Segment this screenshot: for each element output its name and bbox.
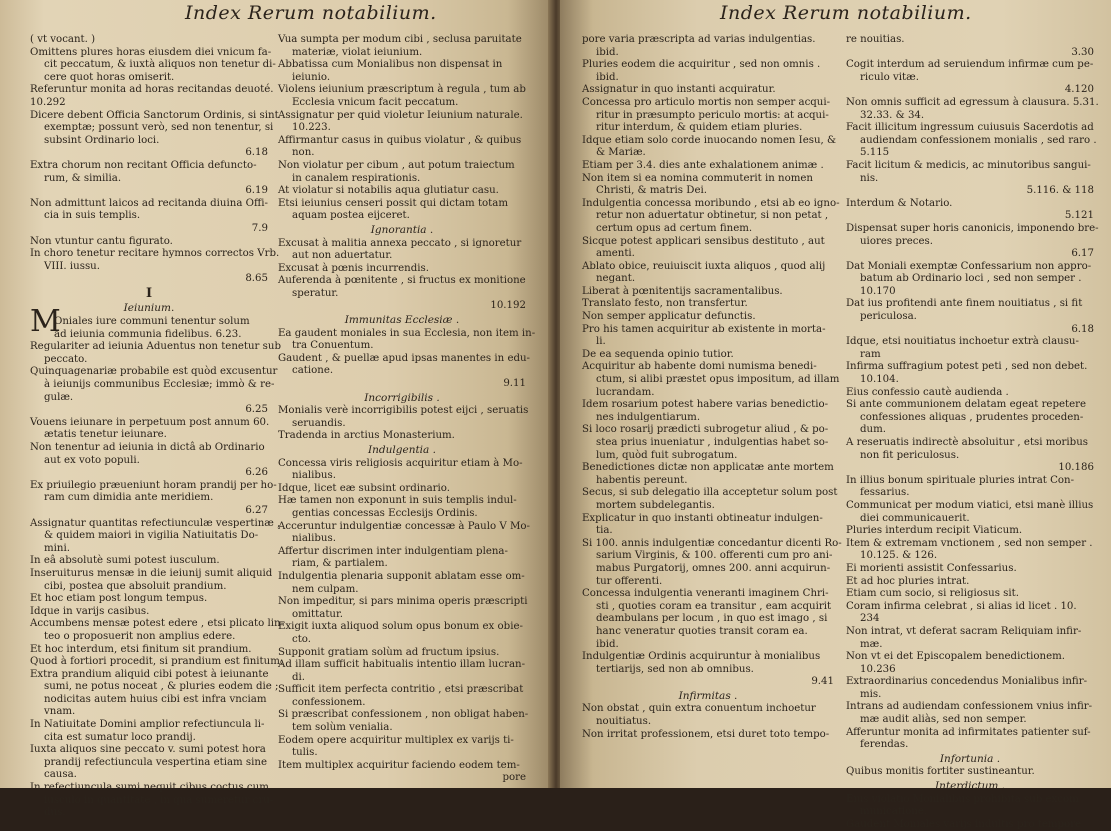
index-entry-line: exemptæ; possunt verò, sed non tenentur, si	[44, 122, 274, 134]
index-entry-line: Non obstat , quin extra conuentum inchoetur	[582, 703, 816, 715]
index-entry-line: Translato festo, non transfertur.	[582, 298, 748, 310]
index-entry-line: lum, quòd fuit subrogatum.	[596, 449, 738, 461]
index-entry-line: Supponit gratiam solùm ad fructum ipsius.	[278, 646, 500, 658]
index-entry-line: Non tenentur ad ieiunia in dictâ ab Ordinario	[30, 442, 265, 453]
index-page-reference: 5.116. & 118	[1026, 185, 1094, 197]
index-entry-line: 5.115	[860, 147, 890, 159]
index-entry-line: nodicitas autem huius cibi est infra vnciam	[44, 693, 267, 705]
index-entry-line: dum.	[860, 424, 886, 436]
left-running-head: Index Rerum notabilium.	[185, 2, 437, 24]
index-entry-line: Dicere debent Officia Sanctorum Ordinis, si sint	[30, 109, 279, 121]
index-entry-line: audiendam confessionem monialis , sed raro .	[860, 134, 1097, 146]
index-entry-line: ritur in præsumpto periculo mortis: at acqui-	[596, 109, 829, 121]
index-entry-line: catione.	[292, 365, 334, 377]
index-entry-line: speratur.	[292, 287, 339, 299]
index-entry-line: Concessa indulgentia veneranti imaginem Chri-	[582, 588, 829, 600]
index-page-reference: 4.120	[1064, 84, 1094, 96]
index-entry-line: In choro tenetur recitare hymnos correctos Vrb.	[30, 248, 280, 260]
index-entry-line: Tradenda in arctius Monasterium.	[278, 430, 455, 442]
index-entry-line: re nouitias.	[846, 34, 905, 45]
index-page-reference: 7.9	[251, 222, 268, 234]
index-entry-line: In refectiuncula sumi nequit cibus coctus cum	[30, 782, 269, 794]
index-entry-line: ram	[860, 348, 881, 360]
index-entry-line: cita est sumatur loco prandij.	[44, 731, 196, 743]
index-page-reference: 6.25	[245, 404, 268, 416]
index-entry-line: retur non aduertatur obtinetur, si non petat ,	[596, 210, 829, 222]
index-entry-line: iusculo in quantitate , in qua sumeretur cru-	[44, 794, 274, 806]
index-entry-line: Liberat à pœnitentijs sacramentalibus.	[582, 285, 783, 297]
index-letter-heading: I	[145, 285, 153, 301]
index-entry-line: Quibus monitis fortiter sustineantur.	[846, 766, 1035, 778]
index-entry-line: subsint Ordinario loci.	[44, 134, 160, 146]
index-entry-line: Ex priuilegio præueniunt horam prandij per ho-	[30, 479, 277, 491]
index-entry-line: ibid.	[596, 46, 619, 58]
index-page-reference: 10.186	[1058, 462, 1094, 474]
index-entry-line: Item multiplex acquiritur faciendo eodem tem-	[278, 759, 520, 771]
index-entry-line: li.	[596, 336, 606, 348]
index-entry-line: ibid.	[596, 71, 619, 83]
index-entry-line: De ea sequenda opinio tutior.	[582, 348, 734, 360]
index-entry-line: ritur interdum, & quidem etiam pluries.	[596, 122, 803, 134]
index-entry-line: Dat ius profitendi ante finem nouitiatus , si fit	[846, 298, 1083, 310]
index-page-reference: 6.18	[245, 147, 268, 159]
index-entry-line: Extraordinarius concedendus Monialibus infir-	[846, 676, 1088, 688]
index-entry-line: 10.104.	[860, 374, 899, 386]
index-entry-line: Assignatur in quo instanti acquiratur.	[582, 84, 776, 96]
index-entry-line: In Natiuitate Domini amplior refectiuncula li-	[30, 719, 265, 731]
index-entry-line: Auferenda à pœnitente , si fructus ex monitione	[278, 275, 526, 287]
index-entry-line: Ablato obice, reuiuiscit iuxta aliquos , quod alij	[582, 260, 826, 272]
index-entry-line: nis.	[860, 172, 879, 184]
index-entry-line: Item & extremam vnctionem , sed non semper .	[846, 537, 1093, 549]
index-entry-line: Dispensat super horis canonicis, imponendo bre-	[846, 222, 1099, 234]
index-entry-line: mæ audit aliàs, sed non semper.	[860, 714, 1027, 726]
index-entry-line: Non intrat, vt deferat sacram Reliquiam infir-	[846, 625, 1082, 637]
index-entry-line: ram cum dimidia ante meridiem.	[44, 492, 214, 504]
index-entry-line: Non vtuntur cantu figurato.	[30, 235, 173, 247]
index-section-heading: Incorrigibilis .	[364, 391, 440, 404]
index-entry-line: Facit illicitum ingressum cuiusuis Sacerdotis ad	[846, 122, 1094, 134]
index-entry-line: cto.	[292, 633, 311, 645]
index-section-heading: Infortunia .	[939, 752, 1001, 765]
index-entry-line: 32.33. & 34.	[860, 109, 925, 121]
index-page-reference: 6.27	[245, 504, 268, 516]
index-entry-line: ( vt vocant. )	[30, 34, 96, 45]
index-entry-line: Et hoc etiam post longum tempus.	[30, 593, 208, 605]
index-entry-line: gentias concessas Ecclesijs Ordinis.	[292, 507, 478, 519]
index-entry-line: Non admittunt laicos ad recitanda diuina Offi-	[30, 197, 268, 209]
index-page-reference: 6.17	[1071, 248, 1094, 260]
index-entry-line: Acceruntur indulgentiæ concessæ à Paulo V Mo-	[278, 520, 530, 532]
index-entry-line: Cogit interdum ad seruiendum infirmæ cum pe-	[846, 59, 1094, 71]
index-entry-line: omittatur.	[292, 608, 343, 620]
index-entry-line: Si loco rosarij prædicti subrogetur aliud , & po-	[582, 424, 829, 436]
index-entry-line: Eodem opere acquiritur multiplex ex varijs ti-	[278, 734, 514, 746]
left-column-a	[30, 34, 285, 820]
index-entry-line: municatione.	[860, 806, 928, 818]
index-entry-line: Si præscribat confessionem , non obligat haben-	[278, 709, 529, 721]
index-entry-line: Ei morienti assistit Confessarius.	[846, 562, 1017, 574]
index-entry-line: Gaudent Moniales varijs indultis pro tempore	[846, 818, 1082, 830]
index-entry-line: fessarius.	[860, 487, 910, 499]
index-entry-line: Idque, etsi nouitiatus inchoetur extrà clausu-	[846, 336, 1079, 348]
index-entry-line: pore varia præscripta ad varias indulgentias.	[582, 34, 816, 45]
index-entry-line: Ad illam sufficit habitualis intentio illam lucran-	[278, 659, 526, 671]
index-entry-line: Non item si ea nomina commuterit in nomen	[582, 172, 813, 184]
index-entry-line: nes indulgentiarum.	[596, 411, 701, 423]
index-entry-line: habentis pereunt.	[596, 474, 688, 486]
index-entry-line: Sicque potest applicari sensibus destituto , aut	[582, 235, 825, 247]
index-entry-line: Regulariter ad ieiunia Aduentus non tenetur sub	[30, 341, 281, 353]
index-entry-line: seruandis.	[292, 417, 346, 429]
index-entry-line: mæ.	[860, 638, 883, 650]
index-entry-line: Indulgentiæ Ordinis acquiruntur à monialibus	[582, 651, 821, 663]
index-entry-line: Affirmantur casus in quibus violatur , & quibus	[278, 134, 522, 146]
index-entry-line: Intrans ad audiendam confessionem vnius infir-	[846, 701, 1093, 713]
index-entry-line: In eâ absolutè sumi potest iusculum.	[30, 555, 220, 567]
index-section-heading: Ieiunium.	[123, 302, 175, 315]
index-entry-line: nouitiatus.	[596, 716, 652, 728]
index-entry-line: & Mariæ.	[596, 147, 646, 159]
index-entry-line: Iuxta aliquos sine peccato v. sumi potest hora	[30, 744, 266, 756]
index-entry-line: dus.	[44, 807, 66, 819]
index-entry-line: 10.170	[860, 285, 896, 297]
index-entry-line: cibi, postea que absoluit prandium.	[44, 580, 227, 592]
index-entry-line: Concessa viris religiosis acquiritur etiam à Mo-	[278, 457, 523, 469]
index-entry-line: Acquiritur ab habente domi numisma benedi-	[582, 361, 817, 373]
index-entry-line: Christi, & matris Dei.	[596, 185, 707, 197]
index-entry-line: peccato.	[44, 353, 88, 365]
index-page-reference: 3.30	[1071, 46, 1094, 58]
index-entry-line: 10.125. & 126.	[860, 550, 938, 562]
index-entry-line: Non impeditur, si pars minima operis præscripti	[278, 596, 528, 608]
right-page	[560, 0, 1111, 830]
index-entry-line: deambulans per locum , in quo est imago , si	[596, 613, 828, 625]
index-entry-line: Eius violatio Monialibus prohibita sub excom	[846, 793, 1079, 805]
index-entry-line: Etsi ieiunius censeri possit qui dictam totam	[278, 197, 509, 209]
index-entry-line: tem solùm venialia.	[292, 722, 393, 734]
index-entry-line: vnam.	[44, 706, 76, 718]
index-entry-line: diei communicauerit.	[860, 512, 970, 524]
index-page-reference: 6.18	[1071, 323, 1094, 335]
index-page-reference: 8.65	[245, 273, 268, 285]
index-entry-line: sumi, ne potus noceat , & pluries eodem die ;	[44, 681, 279, 693]
index-entry-line: teo o proposuerit non amplius edere.	[44, 630, 236, 642]
index-entry-line: Secus, si sub delegatio illa acceptetur solum post	[582, 487, 838, 499]
index-entry-line: tia.	[596, 525, 613, 537]
index-entry-line: negant.	[596, 273, 636, 285]
index-entry-line: Referuntur monita ad horas recitandas deuoté.	[30, 84, 274, 96]
index-entry-line: 10.223.	[292, 122, 331, 134]
index-entry-line: aquam postea eijceret.	[292, 210, 410, 222]
index-entry-line: Etiam cum socio, si religiosus sit.	[846, 588, 1019, 600]
index-entry-line: mabus Purgatorij, omnes 200. anni acquirun-	[596, 562, 831, 574]
index-entry-line: Exigit iuxta aliquod solum opus bonum ex obie-	[278, 621, 523, 633]
left-page	[0, 0, 552, 819]
index-entry-line: tulis.	[292, 747, 318, 759]
index-entry-line: ad ieiunia communia fidelibus. 6.23.	[54, 328, 242, 340]
index-entry-line: Pro his tamen acquiritur ab existente in morta-	[582, 323, 826, 335]
index-page-reference: 6.19	[245, 185, 268, 197]
index-entry-line: Non vt ei det Episcopalem benedictionem.	[846, 651, 1066, 663]
index-entry-line: Coram infirma celebrat , si alias id licet . 10.	[846, 600, 1077, 612]
index-page-reference: 9.41	[811, 676, 834, 688]
index-entry-line: Eius confessio cautè audienda .	[846, 386, 1009, 398]
index-entry-line: cia in suis templis.	[44, 210, 141, 222]
index-entry-line: Affertur discrimen inter indulgentiam plena-	[278, 545, 508, 557]
index-entry-line: VIII. iussu.	[44, 260, 100, 272]
index-page-reference: 5.121	[1064, 210, 1094, 222]
index-entry-line: Vouens ieiunare in perpetuum post annum 60.	[30, 416, 270, 428]
index-entry-line: non.	[292, 147, 315, 159]
index-entry-line: Et hoc interdum, etsi finitum sit prandium.	[30, 643, 252, 655]
index-entry-line: cere quot horas omiserit.	[44, 71, 175, 83]
index-entry-line: Excusat à pœnis incurrendis.	[278, 262, 429, 274]
index-entry-line: certum opus ad certum finem.	[596, 222, 753, 234]
index-entry-line: nialibus.	[292, 470, 336, 482]
index-entry-line: A reseruatis indirectè absoluitur , etsi moribus	[846, 437, 1088, 448]
index-entry-line: Quinquagenariæ probabile est quòd excusentur	[30, 366, 278, 378]
index-entry-line: Vua sumpta per modum cibi , seclusa paruitate	[278, 34, 522, 45]
index-entry-line: 10.292	[30, 96, 66, 108]
index-entry-line: di.	[292, 671, 306, 683]
index-entry-line: prandij refectiuncula vespertina etiam sine	[44, 756, 268, 768]
index-entry-line: gulæ.	[44, 391, 74, 403]
index-entry-line: à ieiunijs communibus Ecclesiæ; immò & re-	[44, 379, 275, 391]
index-entry-line: amenti.	[596, 248, 635, 260]
index-entry-line: mis.	[860, 688, 882, 700]
index-entry-line: ætatis tenetur ieiunare.	[44, 429, 167, 441]
index-entry-line: Gaudent , & puellæ apud ipsas manentes in edu-	[278, 352, 530, 364]
index-entry-line: Facit licitum & medicis, ac minutoribus sangui-	[846, 159, 1091, 171]
index-entry-line: cit peccatum, & iuxtà aliquos non tenetur di-	[44, 59, 276, 71]
index-entry-line: Non semper applicatur defunctis.	[582, 311, 756, 323]
right-running-head: Index Rerum notabilium.	[720, 2, 972, 24]
index-entry-line: aut ex voto populi.	[44, 454, 140, 466]
index-entry-line: batum ab Ordinario loci , sed non semper .	[860, 273, 1082, 285]
index-entry-line: non fit periculosus.	[860, 449, 960, 461]
index-entry-line: ctum, si alibi præstet opus impositum, ad illam	[596, 374, 840, 386]
left-column-b	[278, 34, 536, 785]
index-entry-line: Assignatur per quid violetur Ieiunium naturale.	[278, 109, 523, 121]
index-entry-line: sarium Virginis, & 100. offerenti cum pro ani-	[596, 550, 833, 562]
index-entry-line: confessionem.	[292, 696, 366, 708]
index-entry-line: ferendas.	[860, 739, 909, 751]
index-entry-line: materiæ, violat ieiunium.	[292, 46, 423, 58]
index-entry-line: Oniales iure communi tenentur solum	[54, 316, 250, 328]
index-entry-line: Dat Moniali exemptæ Confessarium non appro-	[846, 260, 1092, 272]
index-entry-line: Abbatissa cum Monialibus non dispensat in	[278, 59, 503, 71]
index-entry-line: sti , quoties coram ea transitur , eam acquirit	[596, 600, 832, 612]
index-entry-line: Afferuntur monita ad infirmitates patienter suf-	[846, 726, 1091, 738]
index-entry-line: Ea gaudent moniales in sua Ecclesia, non item in-	[278, 327, 536, 339]
index-entry-line: Concessa pro articulo mortis non semper acqui-	[582, 96, 831, 108]
index-page-reference: 10.192	[490, 300, 526, 312]
index-entry-line: stea prius inueniatur , indulgentias habet so-	[596, 437, 829, 448]
index-entry-line: Infirma suffragium potest peti , sed non debet.	[846, 361, 1088, 373]
index-entry-line: hanc veneratur quoties transit coram ea.	[596, 625, 808, 637]
index-entry-line: Quod à fortiori procedit, si prandium est finitum.	[30, 656, 284, 668]
index-entry-line: Et ad hoc pluries intrat.	[846, 575, 970, 587]
index-entry-line: causa.	[44, 769, 77, 781]
index-entry-line: Idem rosarium potest habere varias benedictio-	[582, 399, 829, 411]
index-entry-line: Pluries interdum recipit Viaticum.	[846, 525, 1023, 537]
index-entry-line: Interdum & Notario.	[846, 197, 953, 209]
index-entry-line: Ecclesia vnicum facit peccatum.	[292, 96, 459, 108]
index-entry-line: Accumbens mensæ potest edere , etsi plicato lin-	[30, 618, 285, 630]
index-entry-line: tertiarijs, sed non ab omnibus.	[596, 663, 754, 675]
index-section-heading: Indulgentia .	[368, 444, 436, 456]
index-entry-line: Indulgentia concessa moribundo , etsi ab eo igno-	[582, 197, 840, 209]
index-entry-line: Idque etiam solo corde inuocando nomen Iesu, &	[582, 134, 837, 146]
index-entry-line: Inseruiturus mensæ in die ieiunij sumit aliquid	[30, 567, 273, 579]
index-entry-line: Idque, licet eæ subsint ordinario.	[278, 482, 450, 494]
index-entry-line: ibid.	[596, 638, 619, 650]
index-entry-line: confessiones aliquas , prudentes proceden-	[860, 411, 1084, 423]
index-section-heading: Infirmitas .	[678, 689, 738, 702]
index-entry-line: Non violatur per cibum , aut potum traiectum	[278, 159, 515, 171]
index-entry-line: Si ante communionem delatam egeat repetere	[846, 399, 1087, 411]
index-section-heading: Interdictum .	[935, 780, 1005, 793]
index-entry-line: in canalem respirationis.	[292, 172, 421, 184]
index-entry-line: ieiunio.	[292, 71, 331, 83]
index-entry-line: Extra chorum non recitant Officia defuncto-	[30, 159, 257, 171]
index-entry-line: At violatur si notabilis aqua glutiatur casu.	[278, 185, 499, 197]
index-section-heading: Immunitas Ecclesiæ .	[344, 314, 460, 327]
right-column-a	[582, 34, 842, 741]
index-entry-line: Communicat per modum viatici, etsi manè illius	[846, 499, 1094, 511]
index-entry-line: Si 100. annis indulgentiæ concedantur dicenti Ro-	[582, 537, 842, 549]
index-entry-line: rum, & similia.	[44, 172, 122, 184]
index-entry-line: Benedictiones dictæ non applicatæ ante mortem	[582, 462, 834, 474]
drop-cap-letter: M	[30, 304, 61, 339]
index-entry-line: Sufficit item perfecta contritio , etsi præscribat	[278, 684, 524, 696]
index-entry-line: aut non aduertatur.	[292, 250, 393, 262]
index-entry-line: periculosa.	[860, 311, 917, 323]
index-entry-line: tra Conuentum.	[292, 340, 374, 352]
index-entry-line: uiores preces.	[860, 235, 933, 247]
index-entry-line: riculo vitæ.	[860, 71, 919, 83]
index-entry-line: Non omnis sufficit ad egressum à clausura. 5.31.	[846, 96, 1099, 108]
index-section-heading: Ignorantia .	[370, 223, 434, 236]
index-entry-line: Extra prandium aliquid cibi potest à ieiunante	[30, 668, 269, 680]
index-entry-line: 10.236	[860, 663, 896, 675]
index-entry-line: Assignatur quantitas refectiunculæ vespertinæ ,	[30, 517, 281, 529]
index-page-reference: 6.26	[245, 467, 268, 479]
right-column-b	[846, 34, 1099, 831]
index-entry-line: Hæ tamen non exponunt in suis templis indul-	[278, 495, 517, 507]
index-entry-line: nialibus.	[292, 533, 336, 545]
index-entry-line: tur offerenti.	[596, 575, 663, 587]
index-entry-line: Violens ieiunium præscriptum à regula , tum ab	[278, 84, 526, 96]
index-page-reference: 9.11	[503, 378, 526, 390]
index-entry-line: nem culpam.	[292, 583, 359, 595]
index-entry-line: Explicatur in quo instanti obtineatur indulgen-	[582, 512, 823, 524]
index-entry-line: Idque in varijs casibus.	[30, 605, 150, 617]
index-entry-line: riam, & partialem.	[292, 558, 388, 570]
index-entry-line: Excusat à malitia annexa peccato , si ignoretur	[278, 237, 522, 249]
index-entry-line: Indulgentia plenaria supponit ablatam esse om-	[278, 570, 525, 582]
index-entry-line: mini.	[44, 542, 70, 554]
index-entry-line: Monialis verè incorrigibilis potest eijci , seruatis	[278, 405, 529, 417]
index-entry-line: Non irritat professionem, etsi duret toto tempo-	[582, 728, 830, 740]
index-page-reference: pore	[502, 772, 526, 784]
index-entry-line: mortem subdelegantis.	[596, 499, 715, 511]
index-entry-line: Pluries eodem die acquiritur , sed non omnis .	[582, 59, 821, 71]
index-entry-line: In illius bonum spirituale pluries intrat Con-	[846, 474, 1075, 486]
index-entry-line: 234	[860, 613, 880, 625]
index-entry-line: Etiam per 3.4. dies ante exhalationem animæ .	[582, 159, 824, 171]
index-entry-line: & quidem maiori in vigilia Natiuitatis Do-	[44, 530, 259, 542]
index-entry-line: Omittens plures horas eiusdem diei vnicum fa-	[30, 46, 272, 58]
index-entry-line: lucrandam.	[596, 386, 655, 398]
